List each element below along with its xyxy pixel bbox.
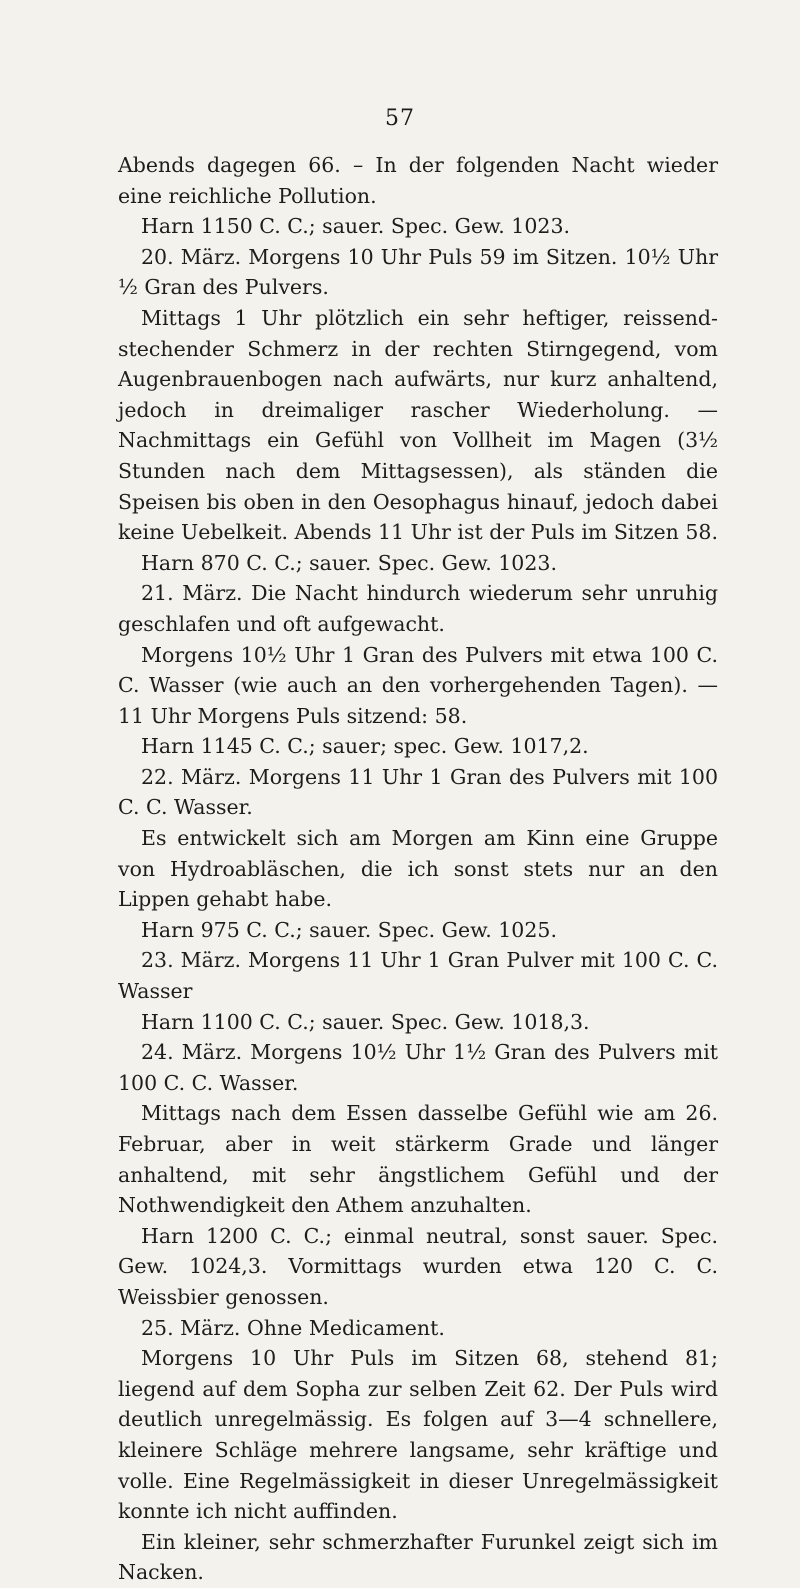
paragraph: Harn 1150 C. C.; sauer. Spec. Gew. 1023. xyxy=(141,214,570,239)
paragraph: 21. März. Die Nacht hindurch wiederum sehr unruhig geschlafen und oft aufgewacht. xyxy=(118,581,718,636)
paragraph: 22. März. Morgens 11 Uhr 1 Gran des Pulvers mit 100 C. C. Wasser. xyxy=(118,764,718,820)
paragraph: Harn 975 C. C.; sauer. Spec. Gew. 1025. xyxy=(141,917,557,942)
paragraph: 24. März. Morgens 10½ Uhr 1½ Gran des Pulvers mit 100 C. C. Wasser. xyxy=(118,1040,718,1095)
paragraph: Harn 870 C. C.; sauer. Spec. Gew. 1023. xyxy=(141,550,557,575)
paragraph: Abends dagegen 66. – In der folgenden Nacht wieder eine reichliche Pollution. xyxy=(118,153,718,208)
paragraph: Morgens 10 Uhr Puls im Sitzen 68, stehend 81; liegend auf dem Sopha zur selben Zeit 62. Der Puls wird deutlich unregelmässig. Es folgen auf 3—4 schnellere, kleinere Schläge mehrere langsame, sehr kräftige und volle. Eine Regelmässigkeit in dieser Unregelmässigkeit konnte ich nicht auffinden. xyxy=(118,1346,718,1524)
paragraph: Ein kleiner, sehr schmerzhafter Furunkel zeigt sich im Nacken. xyxy=(118,1529,718,1585)
paragraph: 25. März. Ohne Medicament. xyxy=(141,1315,445,1340)
paragraph: Morgens 10½ Uhr 1 Gran des Pulvers mit etwa 100 C. C. Wasser (wie auch an den vorhergehenden Tagen). — 11 Uhr Morgens Puls sitzend: 58. xyxy=(118,642,718,728)
paragraph: 23. März. Morgens 11 Uhr 1 Gran Pulver mit 100 C. C. Wasser xyxy=(118,948,718,1004)
paragraph: Mittags nach dem Essen dasselbe Gefühl wie am 26. Februar, aber in weit stärkerm Grade und länger anhaltend, mit sehr ängstlichem Gefühl und der Nothwendigkeit den Athem anzuhalten. xyxy=(118,1101,718,1218)
paragraph: Harn 1100 C. C.; sauer. Spec. Gew. 1018,3. xyxy=(141,1009,590,1034)
page-number: 57 xyxy=(385,106,415,131)
paragraph: Harn 1200 C. C.; einmal neutral, sonst sauer. Spec. Gew. 1024,3. Vormittags wurden etwa 120 C. C. Weissbier genossen. xyxy=(118,1223,718,1309)
paragraph: Harn 1145 C. C.; sauer; spec. Gew. 1017,2. xyxy=(141,734,589,759)
paragraph: 20. März. Morgens 10 Uhr Puls 59 im Sitzen. 10½ Uhr ½ Gran des Pulvers. xyxy=(118,244,718,300)
paragraph: Es entwickelt sich am Morgen am Kinn eine Gruppe von Hydroabläschen, die ich sonst stets nur an den Lippen gehabt habe. xyxy=(118,826,718,912)
paragraph: Mittags 1 Uhr plötzlich ein sehr heftiger, reissend-stechender Schmerz in der rechten Stirngegend, vom Augenbrauenbogen nach aufwärts, nur kurz anhaltend, jedoch in dreimaliger rascher Wiederholung. — Nachmittags ein Gefühl von Vollheit im Magen (3½ Stunden nach dem Mittagsessen), als ständen die Speisen bis oben in den Oesophagus hinauf, jedoch dabei keine Uebelkeit. Abends 11 Uhr ist der Puls im Sitzen 58. xyxy=(118,305,718,545)
body-text xyxy=(118,150,718,1588)
